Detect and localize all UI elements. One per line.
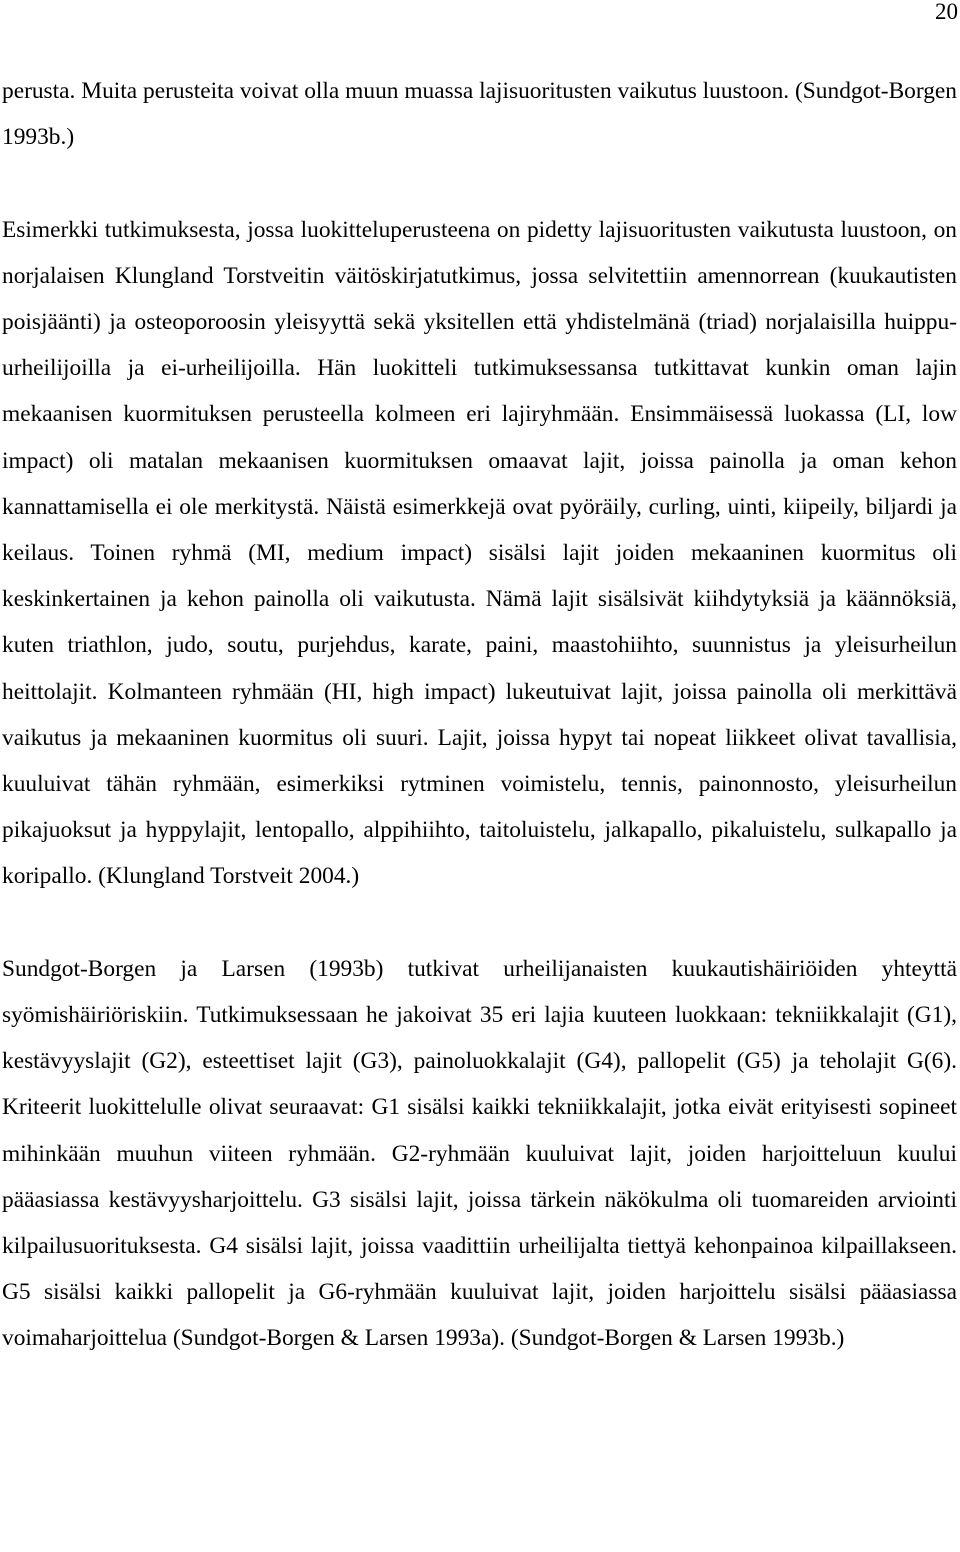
- paragraph-sundgot-borgen-larsen: Sundgot-Borgen ja Larsen (1993b) tutkivat urheilijanaisten kuukautishäiriöiden yhteyttä syömishäiriöriskiin. Tutkimuksessaan he jakoivat 35 eri lajia kuuteen luokkaan: tekniikkalajit (G1), kestävyyslajit (G2), esteettiset lajit (G3), painoluokkalajit (G4), pallopelit (G5) ja teholajit G(6). Kriteerit luokittelulle olivat seuraavat: G1 sisälsi kaikki tekniikkalajit, jotka eivät erityisesti sopineet mihinkään muuhun viiteen ryhmään. G2-ryhmään kuuluivat lajit, joiden harjoitteluun kuului pääasiassa kestävyysharjoittelu. G3 sisälsi lajit, joissa tärkein näkökulma oli tuomareiden arviointi kilpailusuorituksesta. G4 sisälsi lajit, joissa vaadittiin urheilijalta tiettyä kehonpainoa kilpaillakseen. G5 sisälsi kaikki pallopelit ja G6-ryhmään kuuluivat lajit, joiden harjoittelu sisälsi pääasiassa voimaharjoittelua (Sundgot-Borgen & Larsen 1993a). (Sundgot-Borgen & Larsen 1993b.): [2, 955, 957, 1352]
- paragraph-klungland-torstveit: Esimerkki tutkimuksesta, jossa luokitteluperusteena on pidetty lajisuoritusten vaikutusta luustoon, on norjalaisen Klungland Torstveitin väitöskirjatutkimus, jossa selvitettiin amennorrean (kuukautisten poisjäänti) ja osteoporoosin yleisyyttä sekä yksitellen että yhdistelmänä (triad) norjalaisilla huippu-urheilijoilla ja ei-urheilijoilla. Hän luokitteli tutkimuksessansa tutkittavat kunkin oman lajin mekaanisen kuormituksen perusteella kolmeen eri lajiryhmään. Ensimmäisessä luokassa (LI, low impact) oli matalan mekaanisen kuormituksen omaavat lajit, joissa painolla ja oman kehon kannattamisella ei ole merkitystä. Näistä esimerkkejä ovat pyöräily, curling, uinti, kiipeily, biljardi ja keilaus. Toinen ryhmä (MI, medium impact) sisälsi lajit joiden mekaaninen kuormitus oli keskinkertainen ja kehon painolla oli vaikutusta. Nämä lajit sisälsivät kiihdytyksiä ja käännöksiä, kuten triathlon, judo, soutu, purjehdus, karate, paini, maastohiihto, suunnistus ja yleisurheilun heittolajit. Kolmanteen ryhmään (HI, high impact) lukeutuivat lajit, joissa painolla oli merkittävä vaikutus ja mekaaninen kuormitus oli suuri. Lajit, joissa hypyt tai nopeat liikkeet olivat tavallisia, kuuluivat tähän ryhmään, esimerkiksi rytminen voimistelu, tennis, painonnosto, yleisurheilun pikajuoksut ja hyppylajit, lentopallo, alppihiihto, taitoluistelu, jalkapallo, pikaluistelu, sulkapallo ja koripallo. (Klungland Torstveit 2004.): [2, 216, 957, 890]
- page-number: 20: [935, 0, 958, 24]
- paragraph-continuation: perusta. Muita perusteita voivat olla muun muassa lajisuoritusten vaikutus luustoon. (Sundgot-Borgen 1993b.): [2, 78, 957, 151]
- body-text: [2, 68, 957, 1362]
